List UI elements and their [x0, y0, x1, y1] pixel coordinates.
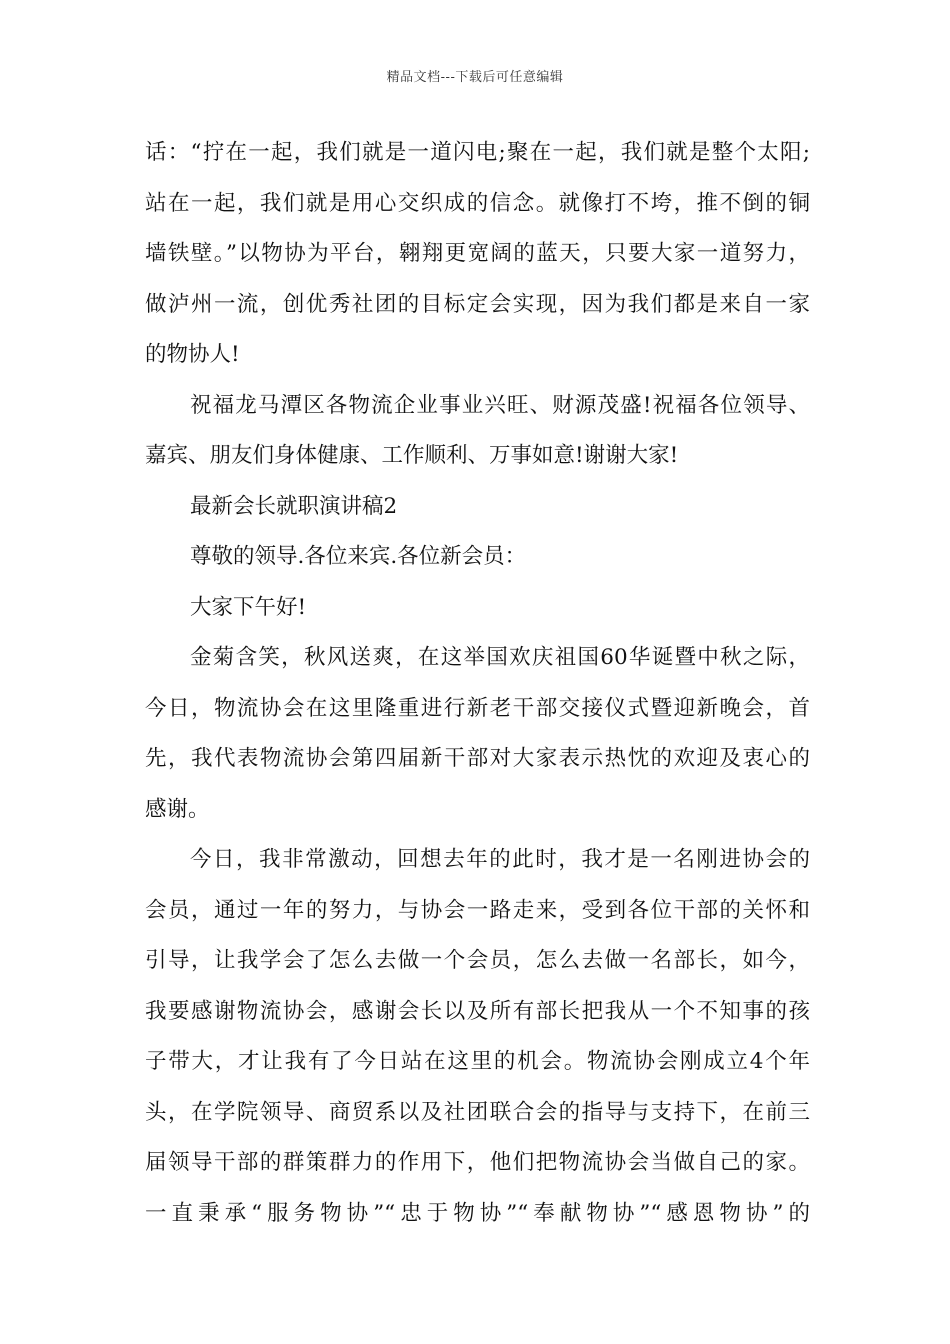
text-line: 的物协人! [145, 342, 240, 367]
text-line: 最新会长就职演讲稿2 [190, 493, 398, 519]
text-line: 感谢。 [145, 796, 210, 822]
text-line: 一直秉承“服务物协”“忠于物协”“奉献物协”“感恩物协”的 [145, 1200, 810, 1226]
text-line: 金菊含笑，秋风送爽，在这举国欢庆祖国60华诞暨中秋之际， [190, 645, 810, 670]
text-line: 尊敬的领导.各位来宾.各位新会员： [190, 544, 527, 569]
text-line: 站在一起，我们就是用心交织成的信念。就像打不垮，推不倒的铜 [145, 190, 810, 216]
text-line: 大家下午好! [190, 594, 307, 620]
text-line: 头，在学院领导、商贸系以及社团联合会的指导与支持下，在前三 [145, 1099, 810, 1125]
document-body [145, 128, 810, 1239]
text-line: 祝福龙马潭区各物流企业事业兴旺、财源茂盛!祝福各位领导、 [190, 392, 810, 418]
text-line: 今日，我非常激动，回想去年的此时，我才是一名刚进协会的 [190, 847, 810, 872]
text-line: 子带大，才让我有了今日站在这里的机会。物流协会刚成立4个年 [145, 1049, 810, 1074]
text-line: 引导，让我学会了怎么去做一个会员，怎么去做一名部长，如今， [145, 948, 810, 973]
text-line: 今日，物流协会在这里隆重进行新老干部交接仪式暨迎新晚会，首 [145, 695, 810, 721]
text-line: 我要感谢物流协会，感谢会长以及所有部长把我从一个不知事的孩 [145, 998, 810, 1024]
text-line: 嘉宾、朋友们身体健康、工作顺利、万事如意!谢谢大家! [145, 443, 679, 468]
text-line: 话：“拧在一起，我们就是一道闪电;聚在一起，我们就是整个太阳; [145, 140, 810, 165]
text-line: 墙铁壁。”以物协为平台，翱翔更宽阔的蓝天，只要大家一道努力， [145, 241, 810, 266]
text-line: 做泸州一流，创优秀社团的目标定会实现，因为我们都是来自一家 [145, 291, 810, 317]
text-line: 届领导干部的群策群力的作用下，他们把物流协会当做自己的家。 [145, 1150, 810, 1175]
text-line: 先，我代表物流协会第四届新干部对大家表示热忱的欢迎及衷心的 [145, 746, 810, 771]
text-line: 会员，通过一年的努力，与协会一路走来，受到各位干部的关怀和 [145, 897, 810, 923]
page-header: 精品文档---下载后可任意编辑 [386, 70, 564, 85]
